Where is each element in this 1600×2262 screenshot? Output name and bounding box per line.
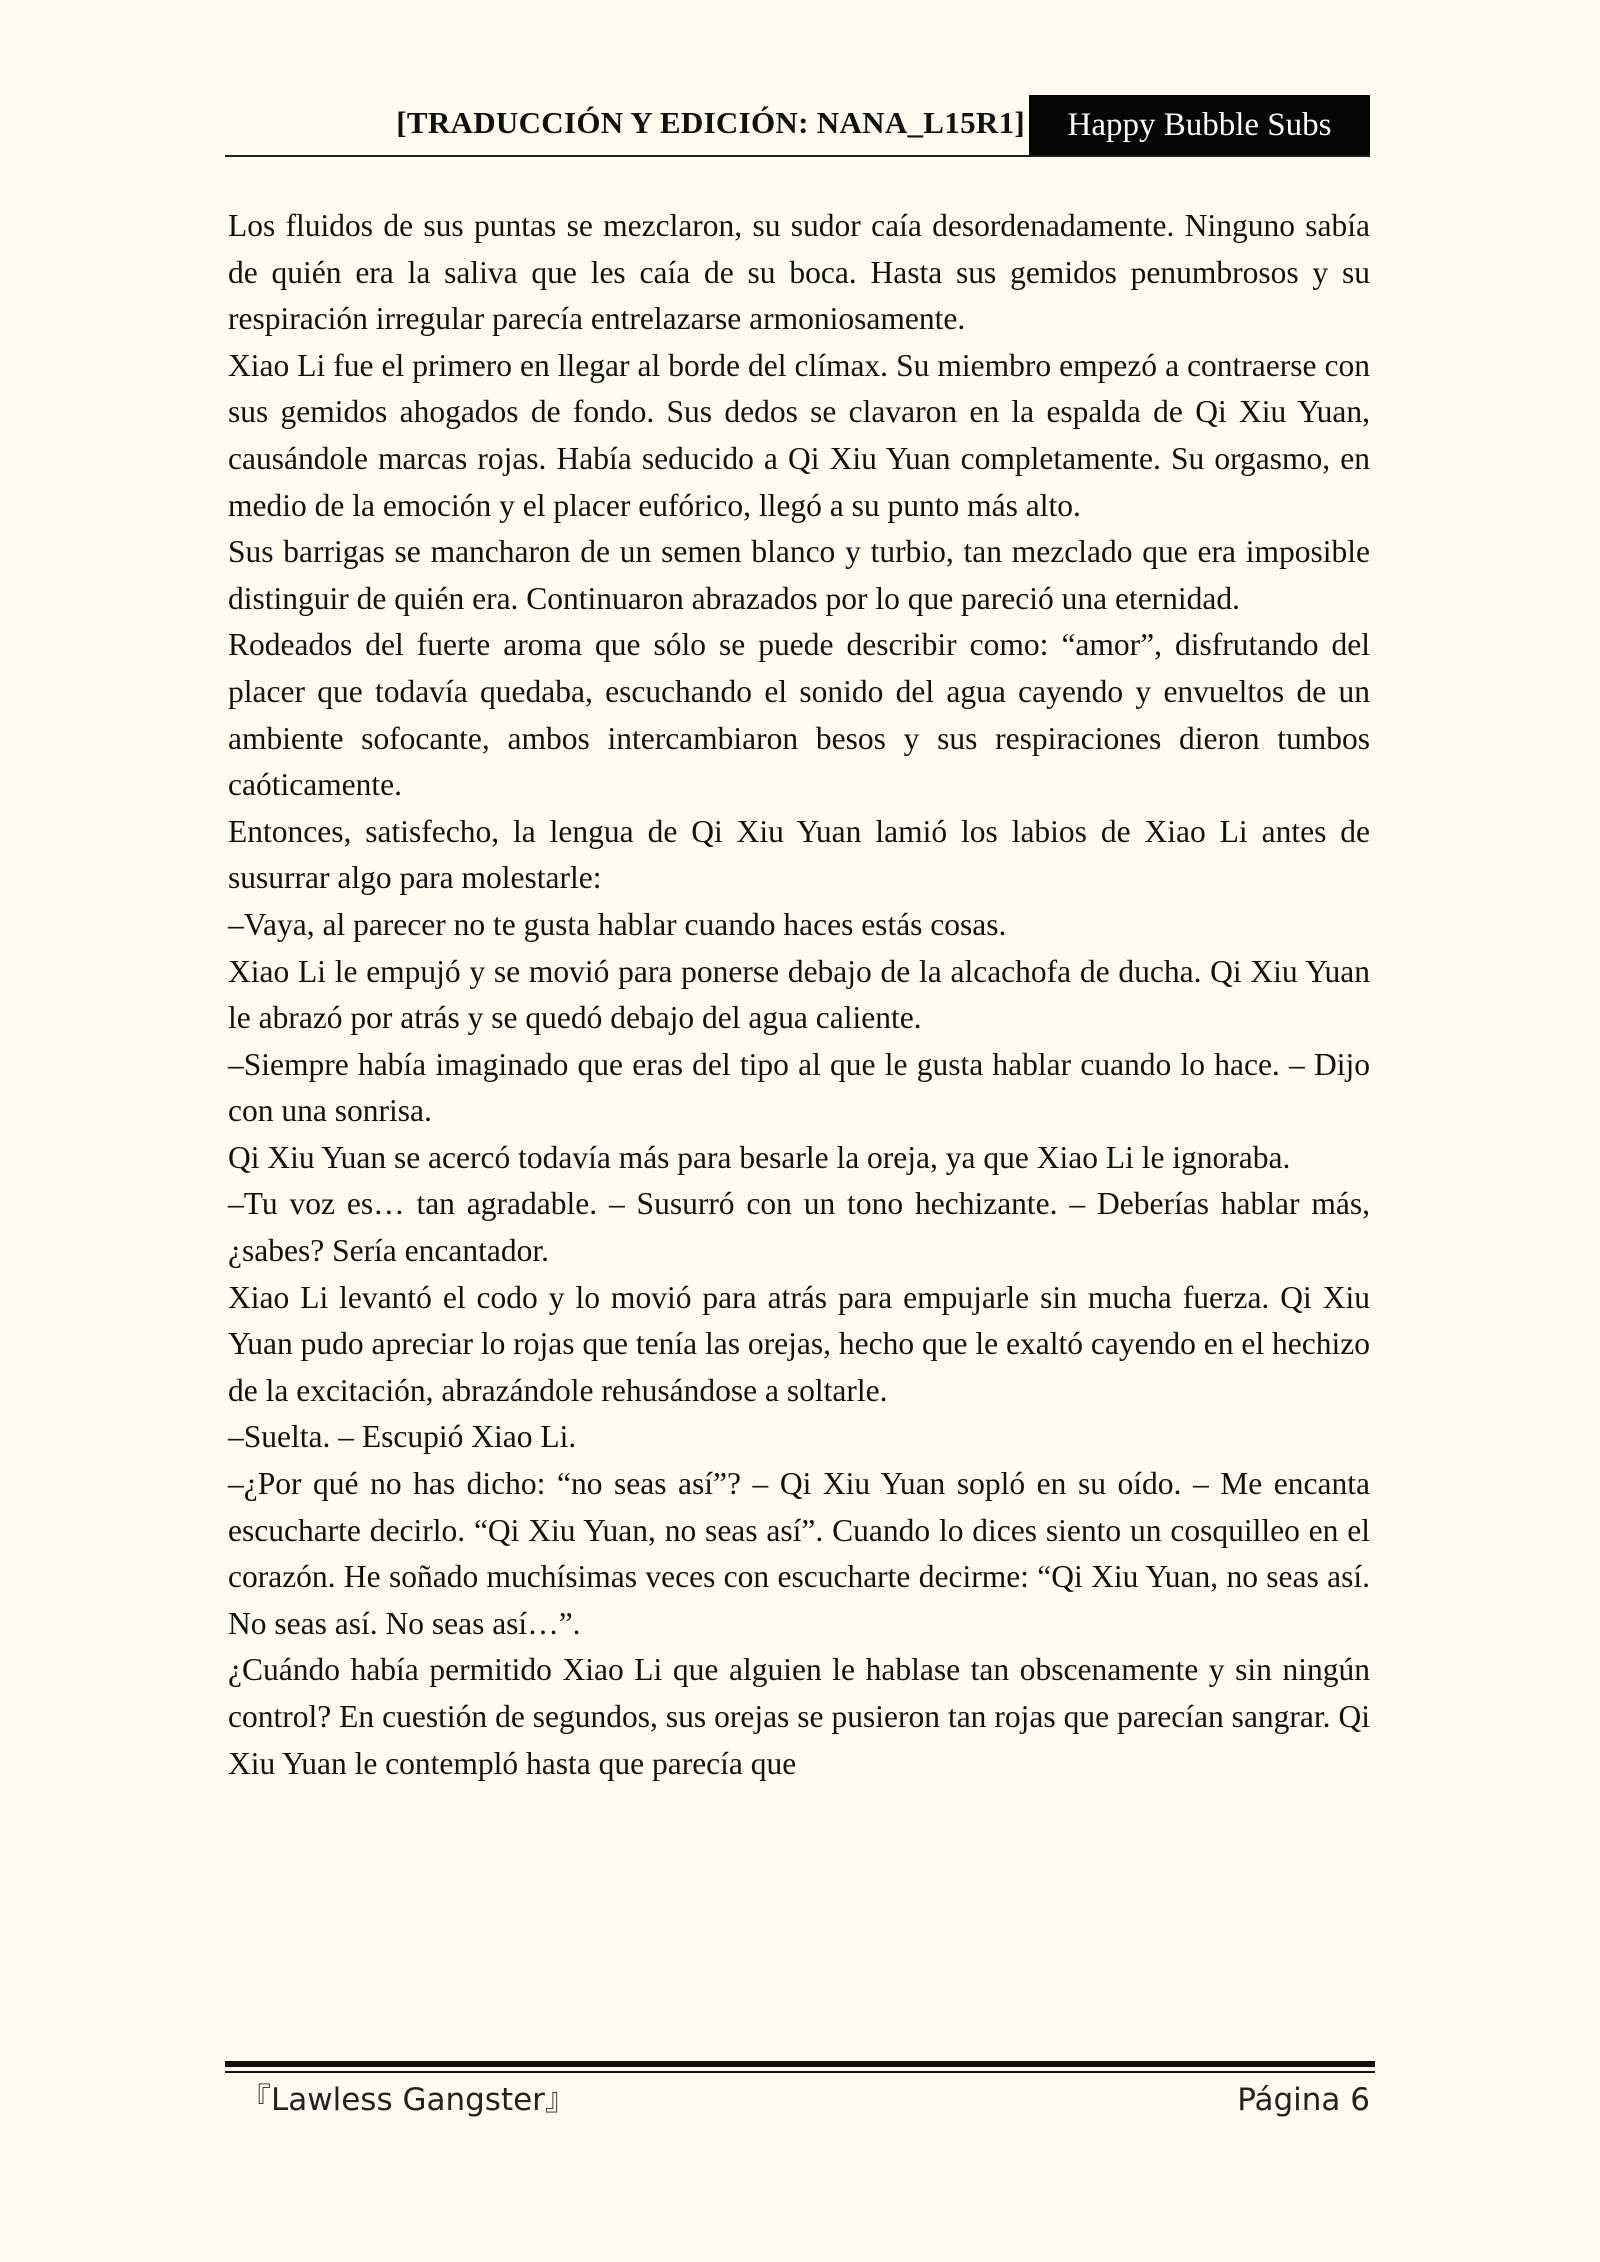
paragraph: –Tu voz es… tan agradable. – Susurró con un tono hechizante. – Deberías hablar más, ¿sabes? Sería encantador. (228, 1186, 1370, 1269)
header-credit: [TRADUCCIÓN Y EDICIÓN: NANA_L15R1] (396, 105, 1025, 140)
paragraph: Xiao Li levantó el codo y lo movió para atrás para empujarle sin mucha fuerza. Qi Xiu Yuan pudo apreciar lo rojas que tenía las orejas, hecho que le exaltó cayendo en el hechizo de la excitación, abrazándole rehusándose a soltarle. (228, 1279, 1370, 1408)
footer-book-title: 『Lawless Gangster』 (240, 2082, 576, 2118)
paragraph: Sus barrigas se mancharon de un semen blanco y turbio, tan mezclado que era imposible distinguir de quién era. Continuaron abrazados por lo que pareció una eternidad. (228, 534, 1370, 616)
body-text (228, 203, 1370, 1787)
paragraph: Xiao Li fue el primero en llegar al borde del clímax. Su miembro empezó a contraerse con sus gemidos ahogados de fondo. Sus dedos se clavaron en la espalda de Qi Xiu Yuan, causándole marcas rojas. Había seducido a Qi Xiu Yuan completamente. Su orgasmo, en medio de la emoción y el placer eufórico, llegó a su punto más alto. (228, 347, 1370, 523)
page-header (225, 95, 1370, 155)
paragraph: –Vaya, al parecer no te gusta hablar cuando haces estás cosas. (228, 906, 1007, 942)
paragraph: Entonces, satisfecho, la lengua de Qi Xiu Yuan lamió los labios de Xiao Li antes de susurrar algo para molestarle: (228, 813, 1370, 896)
paragraph: Xiao Li le empujó y se movió para ponerse debajo de la alcachofa de ducha. Qi Xiu Yuan le abrazó por atrás y se quedó debajo del agua caliente. (228, 953, 1370, 1036)
paragraph: Qi Xiu Yuan se acercó todavía más para besarle la oreja, ya que Xiao Li le ignoraba. (228, 1139, 1291, 1175)
paragraph: ¿Cuándo había permitido Xiao Li que alguien le hablase tan obscenamente y sin ningún control? En cuestión de segundos, sus orejas se pusieron tan rojas que parecían sangrar. Qi Xiu Yuan le contempló hasta que parecía que (228, 1652, 1370, 1781)
header-brand-label: Happy Bubble Subs (1029, 95, 1370, 155)
footer-divider-thick (225, 2061, 1375, 2067)
paragraph: –Suelta. – Escupió Xiao Li. (228, 1419, 577, 1455)
footer-divider-thin (225, 2071, 1375, 2073)
footer-page-number: Página 6 (1237, 2082, 1370, 2118)
paragraph: Rodeados del fuerte aroma que sólo se puede describir como: “amor”, disfrutando del placer que todavía quedaba, escuchando el sonido del agua cayendo y envueltos de un ambiente sofocante, ambos intercambiaron besos y sus respiraciones dieron tumbos caóticamente. (228, 627, 1370, 803)
header-divider (225, 155, 1370, 157)
paragraph: –¿Por qué no has dicho: “no seas así”? – Qi Xiu Yuan sopló en su oído. – Me encanta escucharte decirlo. “Qi Xiu Yuan, no seas así”. Cuando lo dices siento un cosquilleo en el corazón. He soñado muchísimas veces con escucharte decirme: “Qi Xiu Yuan, no seas así. No seas así. No seas así…”. (228, 1466, 1370, 1641)
paragraph: –Siempre había imaginado que eras del tipo al que le gusta hablar cuando lo hace. – Dijo con una sonrisa. (228, 1046, 1370, 1129)
paragraph: Los fluidos de sus puntas se mezclaron, su sudor caía desordenadamente. Ninguno sabía de quién era la saliva que les caía de su boca. Hasta sus gemidos penumbrosos y su respiración irregular parecía entrelazarse armoniosamente. (228, 208, 1370, 337)
